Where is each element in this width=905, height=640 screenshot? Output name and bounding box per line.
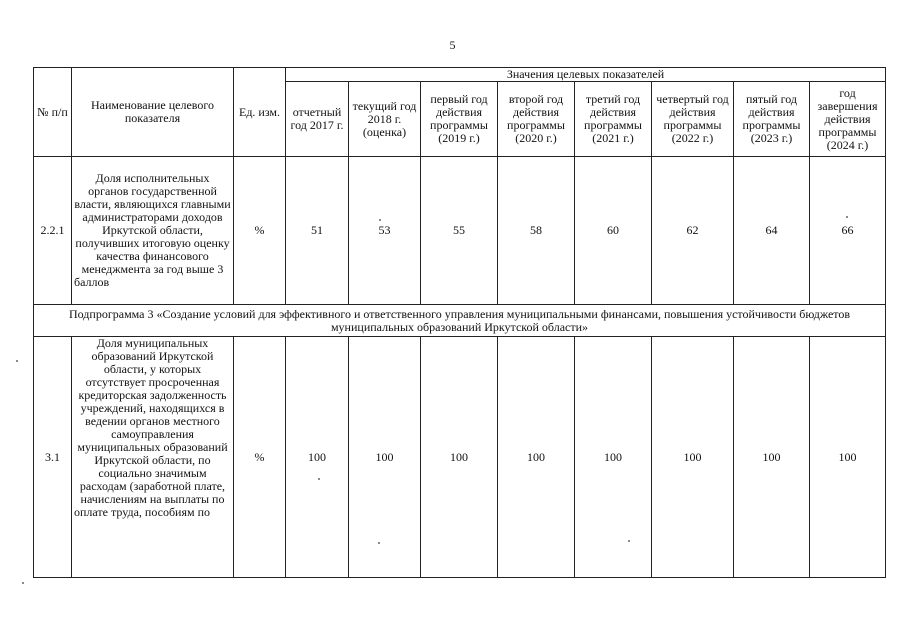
- row-value: 100: [421, 337, 498, 578]
- row-value: 58: [498, 157, 575, 305]
- target-indicators-table: [33, 67, 886, 578]
- row-value: 53: [349, 157, 421, 305]
- row-value: 51: [286, 157, 349, 305]
- scan-speck: [628, 540, 630, 542]
- scan-speck: [22, 582, 24, 584]
- header-row-group: [34, 68, 886, 82]
- header-values-group: Значения целевых показателей: [286, 68, 886, 82]
- header-col-2018: текущий год 2018 г. (оценка): [349, 82, 421, 157]
- row-unit: %: [234, 337, 286, 578]
- header-unit: Ед. изм.: [234, 68, 286, 157]
- row-value: 55: [421, 157, 498, 305]
- row-num: 3.1: [34, 337, 72, 578]
- row-value: 64: [734, 157, 810, 305]
- row-name: Доля муниципальных образований Иркутской области, у которых отсутствует просроченная кредиторская задолженность учреждений, находящихся в ведении органов местного самоуправления муниципальных образований Иркутской области, по социально значимым расходам (заработной плате, начислениям на выплаты по оплате труда, пособиям по: [74, 337, 228, 519]
- row-value: 60: [575, 157, 652, 305]
- header-col-2017: отчетный год 2017 г.: [286, 82, 349, 157]
- scan-speck: [16, 360, 18, 362]
- header-col-2022: четвертый год действия программы (2022 г.): [652, 82, 734, 157]
- header-col-2021: третий год действия программы (2021 г.): [575, 82, 652, 157]
- row-unit: %: [234, 157, 286, 305]
- row-value: 66: [810, 157, 886, 305]
- scan-speck: [379, 219, 381, 221]
- subprogram-row: [34, 305, 886, 337]
- scan-speck: [378, 542, 380, 544]
- header-col-2020: второй год действия программы (2020 г.): [498, 82, 575, 157]
- row-value: 100: [810, 337, 886, 578]
- scan-speck: [846, 216, 848, 218]
- header-col-2023: пятый год действия программы (2023 г.): [734, 82, 810, 157]
- row-value: 100: [498, 337, 575, 578]
- header-name: Наименование целевого показателя: [72, 68, 234, 157]
- row-value: 100: [734, 337, 810, 578]
- subprogram-title: Подпрограмма 3 «Создание условий для эффективного и ответственного управления муниципальными финансами, повышения устойчивости бюджетов муниципальных образований Иркутской области»: [34, 305, 886, 337]
- header-num: № п/п: [34, 68, 72, 157]
- row-name-cell: [72, 337, 234, 578]
- row-name: Доля исполнительных органов государственной власти, являющихся главными администраторами доходов Иркутской области, получивших итоговую оценку качества финансового менеджмента за год выше 3 баллов: [72, 157, 234, 305]
- table-row: [34, 337, 886, 578]
- row-num: 2.2.1: [34, 157, 72, 305]
- row-value: 100: [349, 337, 421, 578]
- header-col-2019: первый год действия программы (2019 г.): [421, 82, 498, 157]
- header-col-2024: год завершения действия программы (2024 г.): [810, 82, 886, 157]
- row-value: 100: [652, 337, 734, 578]
- row-value: 100: [575, 337, 652, 578]
- row-value: 62: [652, 157, 734, 305]
- table-row: [34, 157, 886, 305]
- page-number: 5: [449, 38, 456, 52]
- scan-speck: [318, 478, 320, 480]
- row-value: 100: [286, 337, 349, 578]
